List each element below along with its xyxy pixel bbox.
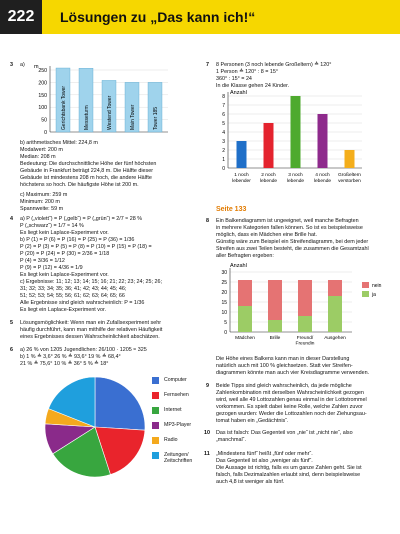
bar-label: Main Tower (130, 104, 136, 130)
ex5-line: häufig durchführt, kann man mithilfe der relativen Häufigkeit (20, 327, 163, 333)
legend-item (152, 377, 202, 384)
bar-label: Ausgehen (324, 336, 346, 341)
ex5-line: Lösungsmöglichkeit: Wenn man ein Zufallsexperiment sehr (20, 320, 162, 326)
legend-item (152, 452, 202, 464)
legend-item (152, 407, 202, 414)
ex3b-line: Median: 208 m (20, 154, 56, 160)
exercise-number: 8 (206, 218, 209, 224)
exercise-7 (206, 62, 396, 90)
bar (345, 150, 355, 168)
exercise-3-c (20, 192, 200, 213)
y-axis-label: m (34, 64, 39, 70)
y-tick-label: 2 (222, 148, 225, 154)
legend-label: Fernsehen (164, 392, 189, 398)
bar (291, 96, 301, 168)
ex3b-line: Bedeutung: Die durchschnittliche Höhe der fünf höchsten (20, 161, 157, 167)
bar-segment-ja (298, 316, 312, 332)
ex3b-line: höchstens so hoch. Die häufigste Höhe ist 200 m. (20, 182, 139, 188)
exercise-number: 3 (10, 62, 13, 68)
ex4-line: 31; 32; 33; 34; 35; 36; 41; 42; 43; 44; 45; 46; (20, 286, 127, 292)
ex4-line: P (4) = 3/36 = 1/12 (20, 258, 65, 264)
exercise-number: 7 (206, 62, 209, 68)
legend-swatch (362, 282, 369, 288)
exercise-number: 11 (204, 451, 210, 457)
ex3c-line: Spannweite: 59 m (20, 206, 64, 212)
page-title: Lösungen zu „Das kann ich!“ (60, 9, 256, 25)
ex4-line: P (9) = P (12) = 4/36 = 1/9 (20, 265, 83, 271)
legend-swatch (362, 291, 369, 297)
ex9-line: Beide Tipps sind gleich wahrscheinlich, da jede mögliche (216, 383, 352, 389)
ex3b-line: Gebäude in Frankfurt beträgt 224,8 m. Die Hälfte dieser (20, 168, 154, 174)
legend-label: Zeitungen/ Zeitschriften (164, 452, 193, 464)
ex9-line: wird, weil alle 49 Lottozahlen genau einmal in der Lottotrommel (216, 397, 367, 403)
building-height-bar-chart (28, 62, 178, 140)
ex8-note-line: diagrammen könnte man auch vier Kreisdiagramme verwenden. (216, 370, 370, 376)
exercise-number: 9 (206, 383, 209, 389)
bar-label: Tower 185 (153, 106, 159, 130)
bar-label: Großeltern verstorben (338, 173, 361, 184)
ex3b-line: Gebäude ist mindestens 208 m hoch, die andere Hälfte (20, 175, 152, 181)
exercise-8 (206, 218, 396, 260)
y-tick-label: 6 (222, 112, 225, 118)
bar-label: Messeturm (84, 105, 90, 130)
bar-label: Gerichtsbank Tower (61, 85, 67, 130)
legend-label: Computer (164, 377, 187, 383)
part-label: a) (20, 62, 25, 68)
ex10-line: Das ist falsch: Das Gegenteil von „nie“ ist „nicht nie“, also (216, 430, 353, 436)
ex3c-line: Minimum: 200 m (20, 199, 60, 205)
exercise-3-b (20, 140, 200, 189)
ex7-line: 360° : 15° = 24 (216, 76, 252, 82)
y-tick-label: 250 (38, 68, 47, 74)
ex8-line: möglich, dass ein Mädchen eine Brille hat. (216, 232, 317, 238)
media-usage-pie-chart (40, 372, 150, 482)
legend-label: nein (372, 283, 382, 289)
ex7-line: 8 Personen (3 noch lebende Großeltern) ≙ 120° (216, 62, 332, 68)
ex8-line: in mehrere Kategorien fallen können. So ist es beispielsweise (216, 225, 363, 231)
bar (318, 114, 328, 168)
exercise-number: 4 (10, 216, 13, 222)
bar-segment-nein (298, 280, 312, 316)
exercise-number: 10 (204, 430, 210, 436)
y-tick-label: 3 (222, 139, 225, 145)
bar (237, 141, 247, 168)
exercise-5 (10, 320, 200, 341)
ex11-line: „Mindestens fünf“ heißt „fünf oder mehr“. (216, 451, 313, 457)
ex11-line: Die Aussage ist richtig, falls es um ganze Zahlen geht. Sie ist (216, 465, 362, 471)
exercise-11 (204, 451, 396, 486)
y-tick-label: 8 (222, 94, 225, 100)
ex8-line: Streifen aus zwei Teilen besteht, die zusammen die Gesamtzahl (216, 246, 369, 252)
ex8-line: aller Befragten ergeben: (216, 253, 274, 259)
bar-segment-ja (268, 320, 282, 332)
exercise-number: 6 (10, 347, 13, 353)
legend-swatch (152, 407, 159, 414)
bar-label: Westend Tower (107, 95, 113, 130)
page-reference: Seite 133 (216, 206, 247, 213)
ex8-line: Günstig wäre zum Beispiel ein Streifendiagramm, bei dem jeder (216, 239, 369, 245)
ex7-line: 1 Person ≙ 120° : 8 = 15° (216, 69, 279, 75)
ex9-line: tomat haben ein „Gedächtnis“. (216, 418, 289, 424)
ex4-line: c) Ergebnisse: 11; 12; 13; 14; 15; 16; 21; 22; 23; 24; 25; 26; (20, 279, 162, 285)
y-tick-label: 30 (221, 270, 227, 276)
ex3c-line: c) Maximum: 259 m (20, 192, 68, 198)
ex8-note-line: natürlich auch mit 100 % gleichsetzen. Statt vier Streifen- (216, 363, 353, 369)
y-axis-label: Anzahl (230, 90, 247, 96)
legend-label: ja (372, 292, 376, 298)
ex4-line: P (20) = P (24) = P (30) = 2/36 = 1/18 (20, 251, 110, 257)
legend-swatch (152, 437, 159, 444)
ex4-line: Alle Ergebnisse sind gleich wahrscheinlich: P = 1/36 (20, 300, 145, 306)
ex4-line: a) P („violett“) = P („gelb“) = P („grün“) = 2/7 ≈ 28 % (20, 216, 143, 222)
ex11-line: auch 4,8 ist weniger als fünf. (216, 479, 285, 485)
ex9-line: vorkommen. Es spielt dabei keine Rolle, welche Zahlen zuvor (216, 404, 363, 410)
ex6-line: b) 1 % ≙ 3,6° 26 % ≙ 93,6° 19 % ≙ 68,4° (20, 354, 121, 360)
legend-swatch (152, 452, 159, 459)
ex6-line: a) 26 % von 1205 Jugendlichen: 26/100 · 1205 ≈ 325 (20, 347, 147, 353)
bar-label: Freund/ Freundin (295, 336, 315, 347)
legend-label: MP3-Player (164, 422, 192, 428)
legend-item (152, 437, 202, 444)
legend-label: Internet (164, 407, 182, 413)
y-tick-label: 150 (38, 92, 47, 99)
y-tick-label: 25 (221, 280, 227, 286)
ex4-line: P („schwarz“) = 1/7 ≈ 14 % (20, 223, 84, 229)
ex3b-line: Modalwert: 200 m (20, 147, 63, 153)
y-tick-label: 10 (221, 310, 227, 316)
exercise-6 (10, 347, 200, 368)
ex8-note-line: Die Höhe eines Balkens kann man in dieser Darstellung (216, 356, 350, 362)
y-tick-label: 5 (224, 320, 227, 326)
ex8-line: Ein Balkendiagramm ist ungeeignet, weil manche Befragten (216, 218, 359, 224)
y-tick-label: 20 (221, 290, 227, 296)
ex11-line: Das Gegenteil ist also „weniger als fünf“. (216, 458, 313, 464)
bar-segment-nein (238, 280, 252, 306)
ex9-line: Zahlenkombination mit derselben Wahrscheinlichkeit gezogen (216, 390, 364, 396)
ex4-line: Es liegt kein Laplace-Experiment vor. (20, 230, 109, 236)
legend-item (152, 422, 202, 429)
exercise-10 (204, 430, 396, 444)
bar-label: Mädchen (235, 336, 255, 341)
y-tick-label: 50 (41, 117, 47, 124)
bar-segment-ja (238, 306, 252, 332)
grandparents-bar-chart (212, 88, 372, 196)
bar-label: 3 noch lebende (286, 173, 305, 184)
ex7-line: In die Klasse gehen 24 Kinder. (216, 83, 290, 89)
ex10-line: „manchmal“. (216, 437, 246, 443)
y-tick-label: 0 (44, 130, 47, 136)
y-tick-label: 100 (38, 105, 47, 112)
y-tick-label: 200 (38, 80, 47, 87)
y-tick-label: 0 (224, 330, 227, 336)
legend-swatch (152, 377, 159, 384)
ex4-line: b) P (1) = P (6) = P (16) = P (25) = P (36) = 1/36 (20, 237, 135, 243)
ex4-line: Es liegt kein Laplace-Experiment vor. (20, 272, 109, 278)
bar-segment-nein (328, 280, 342, 296)
bar-segment-ja (328, 296, 342, 332)
exercise-number: 5 (10, 320, 13, 326)
exercise-4 (10, 216, 200, 314)
exercise-9 (206, 383, 396, 425)
y-tick-label: 7 (222, 103, 225, 109)
ex6-line: 21 % ≙ 75,6° 10 % ≙ 36° 5 % ≙ 18° (20, 361, 109, 367)
bar-segment-nein (268, 280, 282, 320)
bar-label: 4 noch lebende (313, 173, 332, 184)
y-tick-label: 5 (222, 121, 225, 127)
exercise-8-note (216, 356, 396, 377)
ex5-line: eines Ergebnisses dessen Wahrscheinlichkeit abschätzen. (20, 334, 160, 340)
ex9-line: gezogen wurden: Weder die Lottozahlen noch der Ziehungsau- (216, 411, 367, 417)
legend-swatch (152, 422, 159, 429)
legend-item (152, 392, 202, 399)
ex3b-line: b) arithmetisches Mittel: 224,8 m (20, 140, 98, 146)
y-tick-label: 1 (222, 157, 225, 163)
pie-legend (152, 377, 202, 472)
legend-swatch (152, 392, 159, 399)
page-number: 222 (0, 0, 42, 34)
legend-label: Radio (164, 437, 178, 443)
bar-label: 2 noch lebende (259, 173, 278, 184)
ex4-line: Es liegt ein Laplace-Experiment vor. (20, 307, 106, 313)
ex4-line: 51; 52; 53; 54; 55; 56; 61; 62; 63; 64; 65; 66 (20, 293, 125, 299)
bar (264, 123, 274, 168)
ex11-line: falsch, falls Dezimalzahlen erlaubt sind, denn beispielsweise (216, 472, 361, 478)
ex4-line: P (2) = P (3) = P (5) = P (8) = P (10) = P (15) = P (18) = (20, 244, 152, 250)
pie-slice (95, 377, 145, 430)
survey-stacked-bar-chart (212, 262, 392, 358)
y-tick-label: 0 (222, 166, 225, 172)
y-tick-label: 15 (221, 300, 227, 306)
y-tick-label: 4 (222, 130, 225, 136)
y-axis-label: Anzahl (230, 263, 247, 269)
bar-label: Brille (269, 336, 281, 341)
bar-label: 1 noch lebender (232, 173, 251, 184)
